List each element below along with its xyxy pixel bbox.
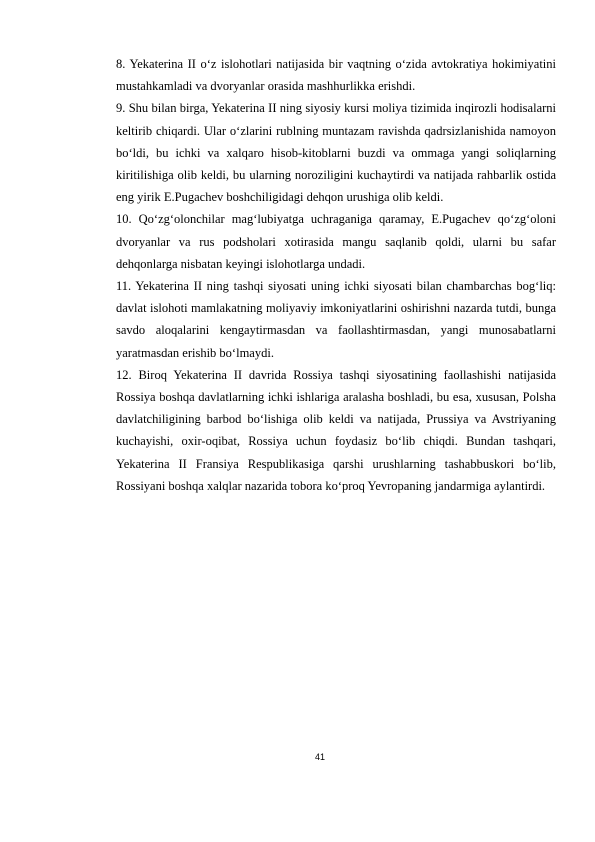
paragraph-12: 12. Biroq Yekaterina II davrida Rossiya tashqi siyosatining faollashishi natijasida Rossiya boshqa davlatlarning ichki ishlariga aralasha boshladi, bu esa, xususan, Polsha davlatchiligining barbod bo‘lishiga olib keldi va natijada, Prussiya va Avstriyaning kuchayishi, oxir-oqibat, Rossiya uchun foydasiz bo‘lib chiqdi. Bundan tashqari, Yekaterina II Fransiya Respublikasiga qarshi urushlarning tashabbuskori bo‘lib, Rossiyani boshqa xalqlar nazarida tobora ko‘proq Yevropaning jandarmiga aylantirdi.: [116, 367, 556, 493]
page-number: 41: [314, 752, 325, 762]
body-text: [116, 53, 556, 497]
paragraph-9: 9. Shu bilan birga, Yekaterina II ning siyosiy kursi moliya tizimida inqirozli hodisalarni keltirib chiqardi. Ular o‘zlarini rublning muntazam ravishda qadrsizlanishida namoyon bo‘ldi, bu ichki va xalqaro hisob-kitoblarni buzdi va ommaga yangi soliqlarning kiritilishiga olib keldi, bu ularning noroziligini kuchaytirdi va natijada rahbarlik ostida eng yirik E.Pugachev boshchiligidagi dehqon urushiga olib keldi.: [116, 101, 556, 205]
paragraph-10: 10. Qo‘zg‘olonchilar mag‘lubiyatga uchraganiga qaramay, E.Pugachev qo‘zg‘oloni dvoryanlar va rus podsholari xotirasida mangu saqlanib qoldi, ularni bu safar dehqonlarga nisbatan keyingi islohotlarga undadi.: [116, 212, 556, 271]
paragraph-11: 11. Yekaterina II ning tashqi siyosati uning ichki siyosati bilan chambarchas bog‘liq: davlat islohoti mamlakatning moliyaviy imkoniyatlarini oshirishni nazarda tutdi, bunga savdo aloqalarini kengaytirmasdan va faollashtirmasdan, yangi munosabatlarni yaratmasdan erishib bo‘lmaydi.: [116, 279, 556, 360]
paragraph-8: 8. Yekaterina II o‘z islohotlari natijasida bir vaqtning o‘zida avtokratiya hokimiyatini mustahkamladi va dvoryanlar orasida mashhurlikka erishdi.: [116, 57, 556, 94]
